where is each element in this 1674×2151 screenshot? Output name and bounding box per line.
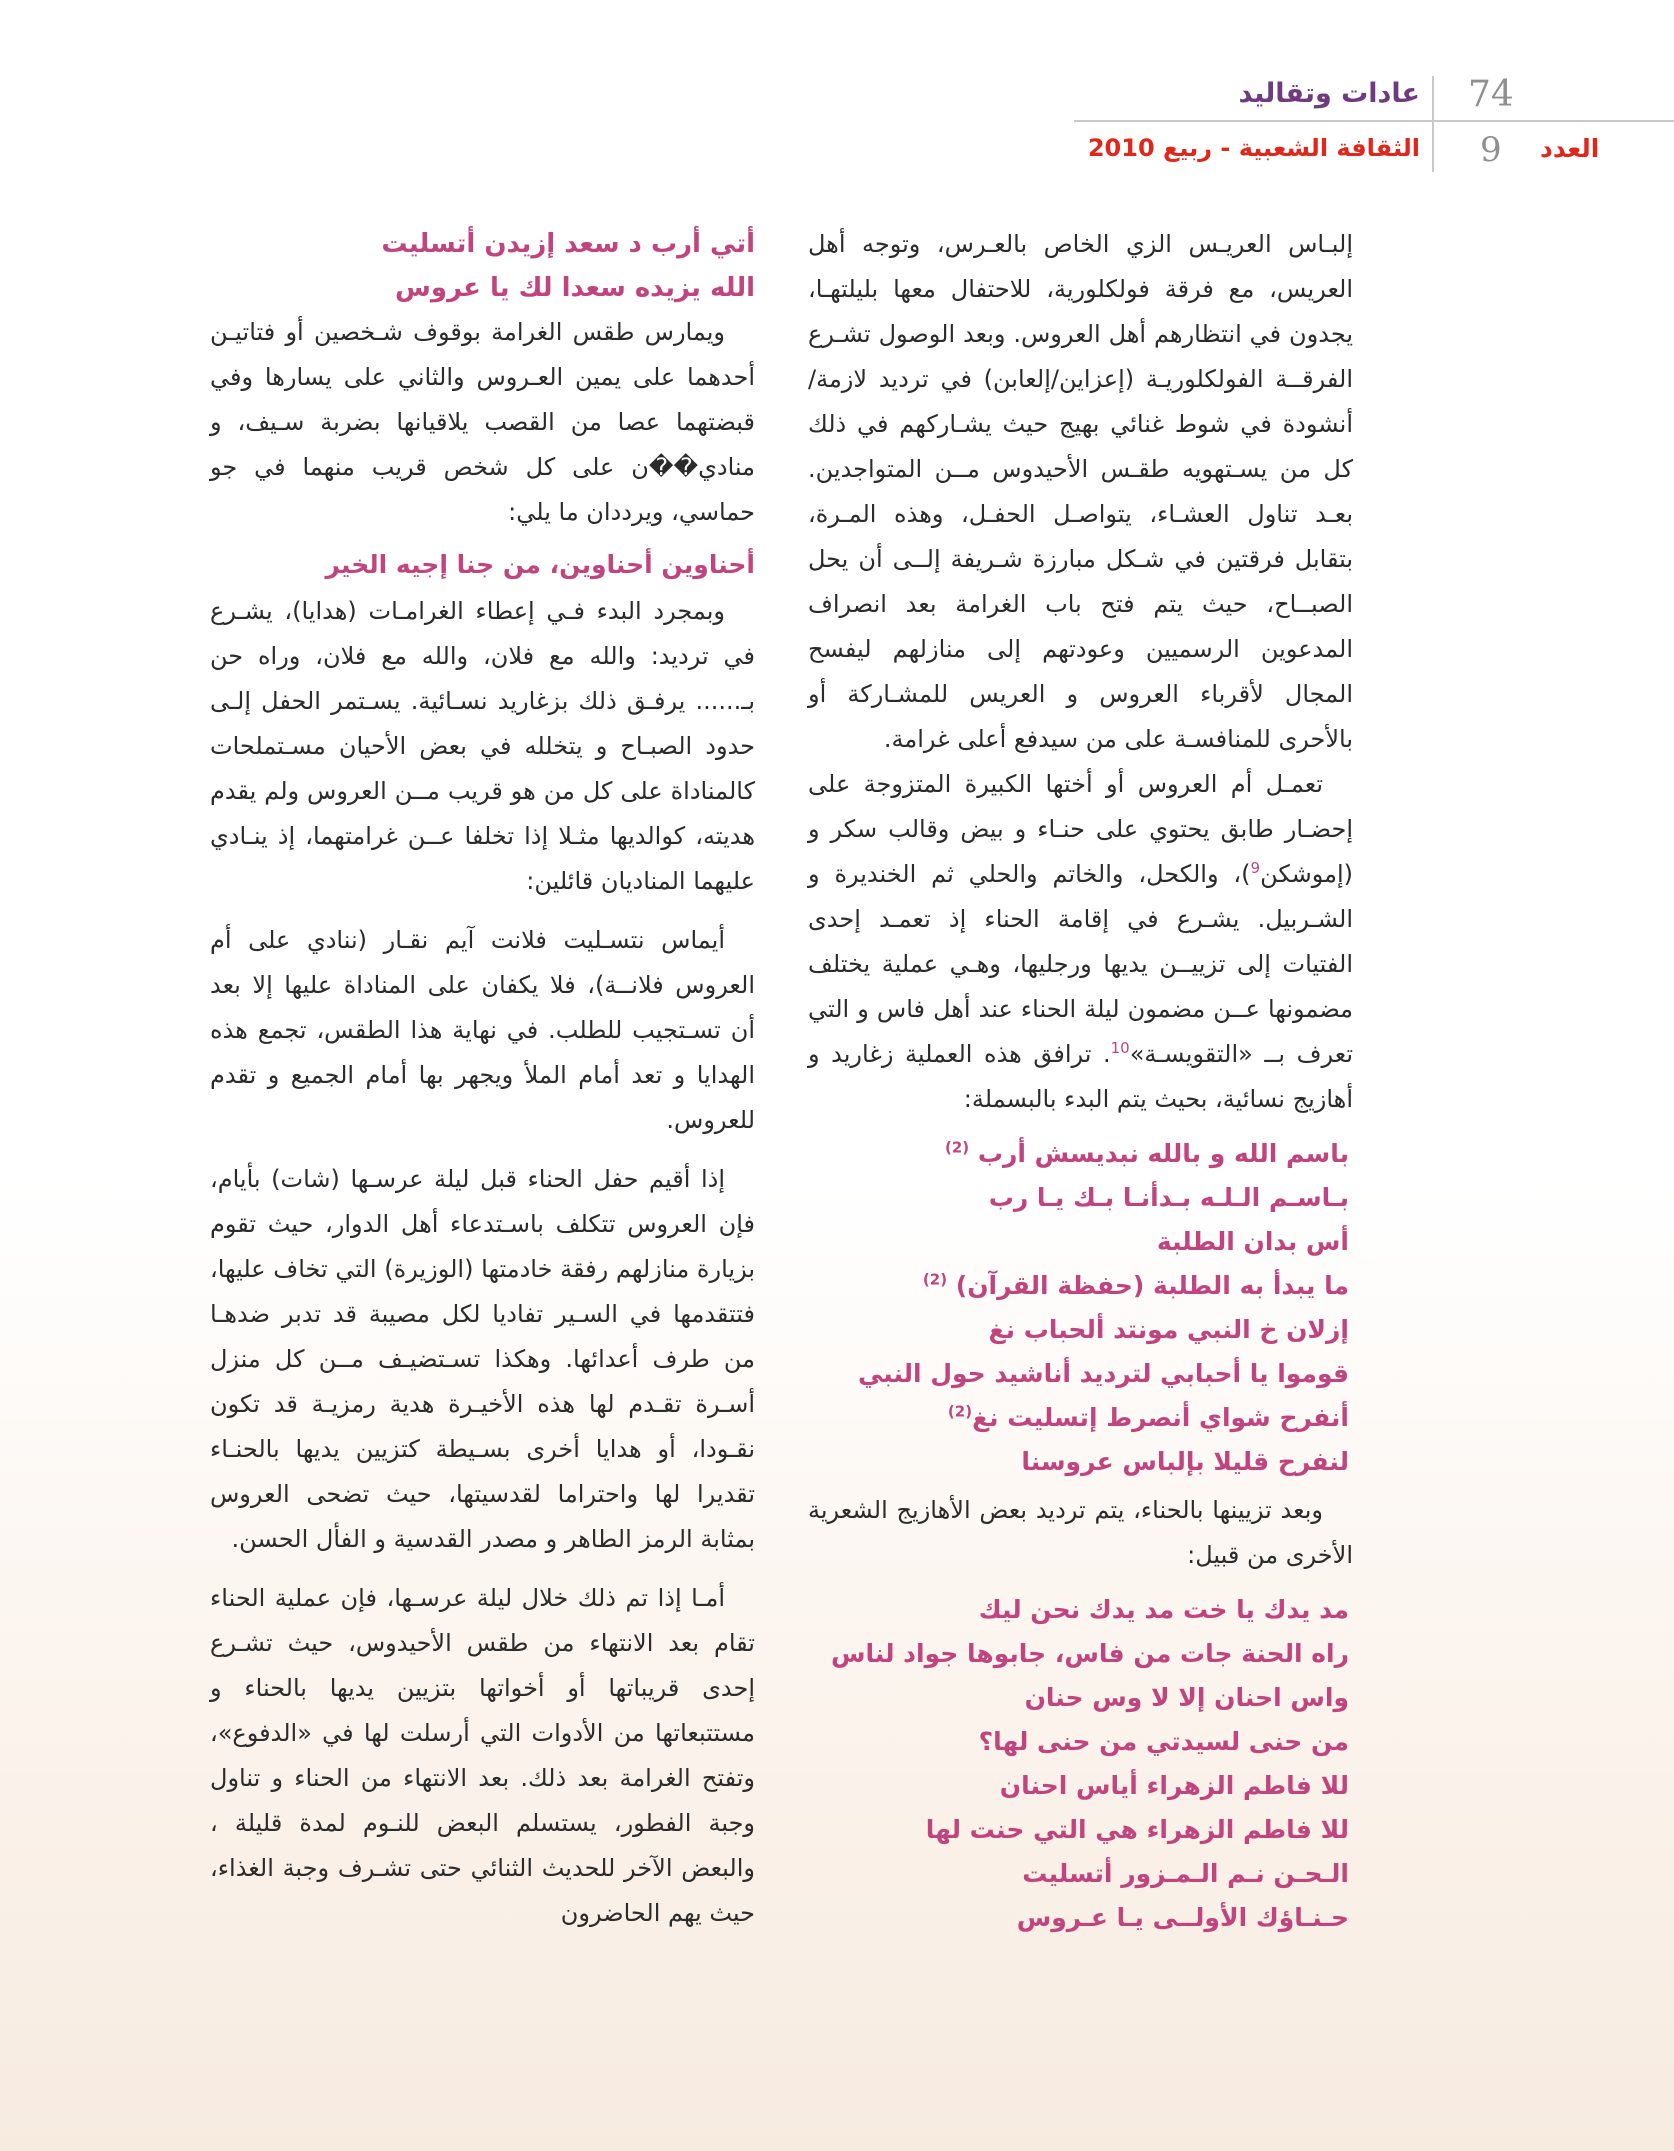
verse-line: أس بدان الطلبة <box>1156 1227 1349 1256</box>
footnote-ref: (2) <box>922 1270 948 1289</box>
paragraph-text: تعمـل أم العروس أو أختها الكبيرة المتزوجة على إحضـار طابق يحتوي على حنـاء و بيض وقالب سكر و (إموشكن <box>808 770 1353 888</box>
paragraph-text: )، والكحل، والخاتم والحلي ثم الخنديرة و الشـربيل. يشـرع في إقامة الحناء إذ تعمـد إحدى الفتيات إلى تزييــن يديها ورجليها، وهـي عملية يختلف مضمونها عــن مضمون ليلة الحناء عند أهل فاس و التي تعرف بــ «التقويسـة» <box>808 860 1354 1068</box>
verse-line: إزلان خ النبي مونتد ألحباب نغ <box>988 1315 1349 1344</box>
verse-line: الله يزيده سعدا لك يا عروس <box>394 273 755 303</box>
verse-heading <box>210 222 755 310</box>
paragraph: إذا أقيم حفل الحناء قبل ليلة عرسـها (شات) بأيام، فإن العروس تتكلف باسـتدعاء أهل الدوار، حيث تقوم بزيارة منازلهم رفقة خادمتها (الوزيرة) التي تخاف عليها، فتتقدمها في السـير تفاديا لكل مصيبة قد تدبر ضدهـا من طرف أعدائها. وهكذا تسـتضيـف مــن كل منزل أسـرة تقـدم لها هذه الأخيـرة هدية رمزيـة قد تكون نقـودا، أو هدايا أخرى بسـيطة كتزيين يديها بالحنـاء تقديرا لها واحتراما لقدسيتها، حيث تضحى العروس بمثابة الرمز الطاهر و مصدر القدسية و الفأل الحسن. <box>210 1165 755 1553</box>
verse-line: قوموا يا أحبابي لترديد أناشيد حول النبي <box>857 1359 1349 1388</box>
verse-line: باسم الله و بالله نبديسش أرب $^{(2)}$ <box>944 1138 1349 1168</box>
issue-label: العدد <box>1540 134 1600 163</box>
verse-line: لنفرح قليلا بإلباس عروسنا <box>1021 1447 1349 1476</box>
footnote-ref: 9 <box>1250 859 1261 877</box>
verse-line: ما يبدأ به الطلبة (حفظة القرآن) $^{(2)}$ <box>922 1270 1349 1300</box>
paragraph-text: . ترافق هذه العملية زغاريد و أهازيج نسائية، بحيث يتم البدء بالبسملة: <box>808 1040 1353 1113</box>
subheading: أحناوين أحناوين، من جنا إجيه الخير <box>325 550 755 579</box>
right-column <box>808 222 1353 1944</box>
magazine-name-season: الثقافة الشعبية - ربيع 2010 <box>1087 134 1420 162</box>
verse-line: واس احنان إلا لا وس حنان <box>1024 1683 1349 1712</box>
verse-line: للا فاطم الزهراء أياس احنان <box>999 1771 1349 1800</box>
verse-line: أنفرح شواي أنصرط إتسليت نغ$^{(2)}$ <box>947 1402 1349 1432</box>
page-number: 74 <box>1468 74 1514 115</box>
page-header <box>0 70 1674 180</box>
verse-line: للا فاطم الزهراء هي التي حنت لها <box>925 1815 1349 1844</box>
verse-line: مد يدك يا خت مد يدك نحن ليك <box>978 1595 1349 1624</box>
section-title: عادات وتقاليد <box>1238 78 1420 109</box>
header-rule <box>1074 120 1674 122</box>
paragraph: إلبـاس العريـس الزي الخاص بالعـرس، وتوجه أهل العريس، مع فرقة فولكلورية، للاحتفال معها بليلتهـا، يجدون في انتظارهم أهل العروس. وبعد الوصول تشـرع الفرقــة الفولكلوريـة (إعزاين/إلعابن) في ترديد لازمة/أنشودة في شوط غنائي بهيج حيث يشـاركهم في ذلك كل من يسـتهويه طقـس الأحيدوس مــن المتواجدين. بعـد تناول العشـاء، يتواصـل الحفـل، وهذه المـرة، بتقابل فرقتين في شـكل مبارزة شـريفة إلــى أن يحل الصبــاح، حيث يتم فتح باب الغرامة بعد انصراف المدعوين الرسميين وعودتهم إلى منازلهم ليفسح المجال لأقرباء العروس و العريس للمشـاركة أو بالأحرى للمنافسـة على من سيدفع أعلى غرامة. <box>808 230 1353 753</box>
footnote-ref: 10 <box>1110 1039 1130 1057</box>
verse-line: أتي أرب د سعد إزيدن أتسليت <box>381 229 755 259</box>
paragraph <box>808 762 1353 1122</box>
footnote-ref: (2) <box>947 1402 973 1421</box>
paragraph: وبمجرد البدء فـي إعطاء الغرامـات (هدايا)، يشـرع في ترديد: والله مع فلان، والله مع فلان، وراه حن بـ...... يرفـق ذلك بزغاريد نسـائية. يسـتمر الحفل إلـى حدود الصبـاح و يتخلله في بعض الأحيان مسـتملحات كالمناداة على كل من هو قريب مــن العروس ولم يقدم هديته، كوالديها مثـلا إذا تخلفا عــن غرامتهما، إذ ينـادي عليهما المناديان قائلين: <box>210 597 755 895</box>
verse-line: راه الحنة جات من فاس، جابوها جواد لناس <box>831 1639 1349 1668</box>
paragraph: أمـا إذا تم ذلك خلال ليلة عرسـها، فإن عملية الحناء تقام بعد الانتهاء من طقس الأحيدوس، حيث تشـرع إحدى قريباتها أو أخواتها بتزيين يديها بالحناء و مستتبعاتها من الأدوات التي أرسلت لها في «الدفوع»، وتفتح الغرامة بعد ذلك. بعد الانتهاء من الحناء و تناول وجبة الفطور، يستسلم البعض للنـوم لمدة قليلة ، والبعض الآخر للحديث الثنائي حتى تشـرف وجبة الغذاء، حيث يهم الحاضرون <box>210 1584 755 1927</box>
verse-line: الـحـن نـم الـمـزور أتسليت <box>1022 1859 1349 1888</box>
verse-line: حـنـاؤك الأولــى يـا عـروس <box>1016 1903 1349 1932</box>
paragraph: أيماس نتسـليت فلانت آيم نقـار (ننادي على أم العروس فلانــة)، فلا يكفان على المناداة عليها إلا بعد أن تسـتجيب للطلب. في نهاية هذا الطقس، تجمع هذه الهدايا و تعد أمام الملأ ويجهر بها أمام الجميع و تقدم للعروس. <box>210 926 755 1134</box>
footnote-ref: (2) <box>944 1138 970 1157</box>
verse-block <box>808 1132 1353 1484</box>
issue-number: 9 <box>1480 130 1502 170</box>
left-column <box>210 222 755 1936</box>
verse-block <box>808 1588 1353 1940</box>
verse-line: بـاسـم الـلـه بـدأنـا بـك يـا رب <box>988 1183 1349 1212</box>
paragraph: وبعد تزيينها بالحناء، يتم ترديد بعض الأهازيج الشعرية الأخرى من قبيل: <box>808 1496 1353 1569</box>
paragraph: ويمارس طقس الغرامة بوقوف شـخصين أو فتاتيـن أحدهما على يمين العـروس والثاني على يسارها وفي قبضتهما عصا من القصب يلاقيانها بضربة سـيف، و منادي��ن على كل شخص قريب منهما في جو حماسي، ويرددان ما يلي: <box>210 318 755 526</box>
header-divider <box>1432 76 1434 172</box>
verse-line: من حنى لسيدتي من حنى لها؟ <box>978 1727 1349 1756</box>
